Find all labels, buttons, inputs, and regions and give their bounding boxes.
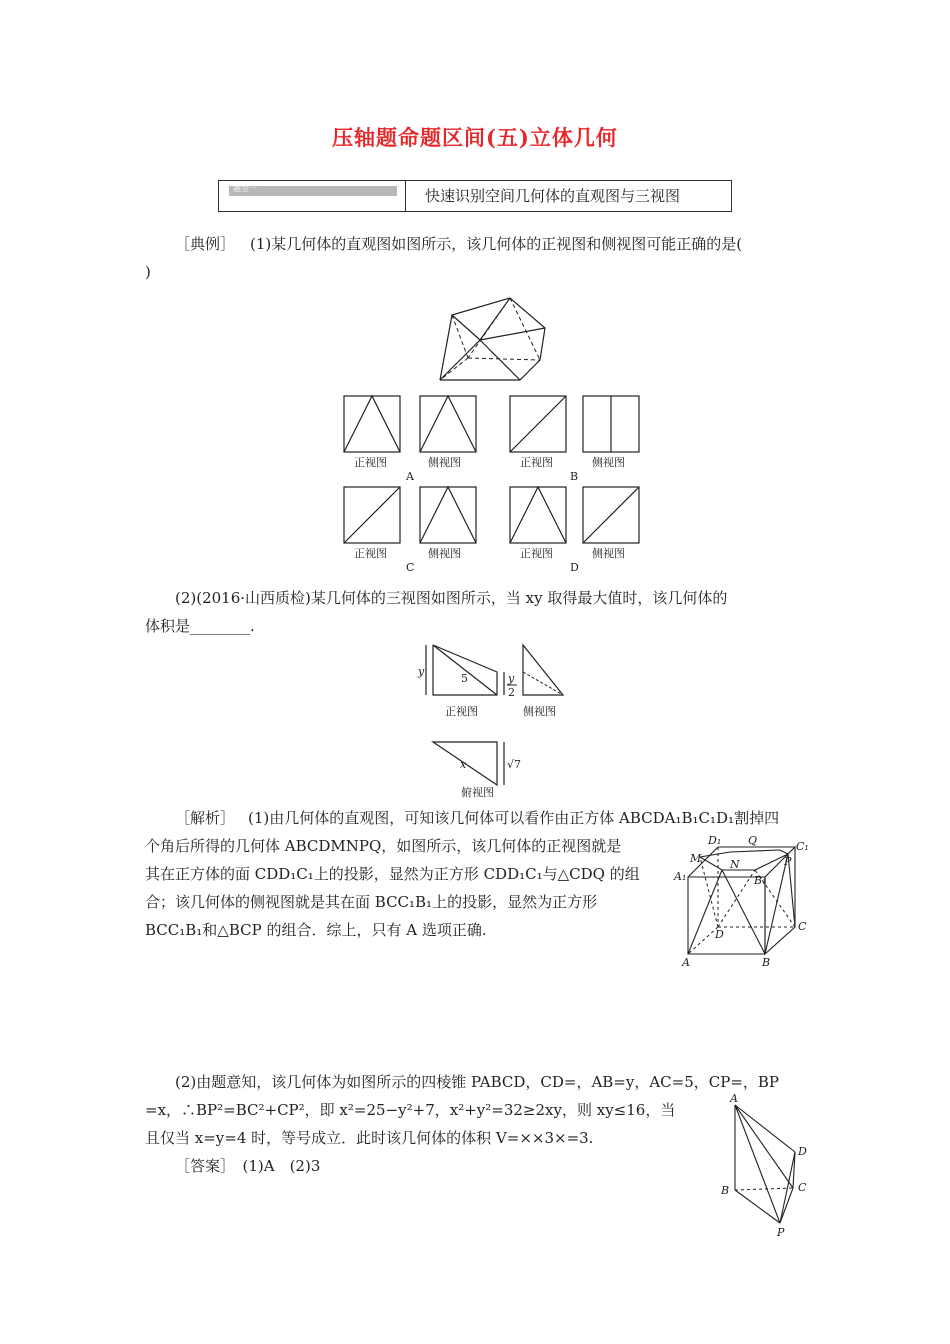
opt-d-side: 侧视图 — [592, 547, 625, 560]
svg-text:5: 5 — [461, 672, 468, 685]
type-tag: 题型一 — [229, 186, 397, 196]
opt-b-letter: B — [570, 470, 579, 483]
side-view-label: 侧视图 — [523, 705, 556, 718]
solid-figure — [430, 290, 560, 385]
opt-a-letter: A — [406, 470, 414, 483]
three-views-figure — [415, 640, 575, 790]
type-box — [218, 180, 732, 212]
opt-d-letter: D — [570, 561, 579, 574]
svg-text:P: P — [777, 1226, 785, 1239]
analysis-label: ［解析］ — [175, 809, 236, 827]
svg-text:x: x — [460, 758, 467, 771]
q1-line1: (1)某几何体的直观图如图所示，该几何体的正视图和侧视图可能正确的是( — [250, 235, 743, 253]
svg-text:A: A — [682, 956, 690, 969]
svg-text:y: y — [508, 672, 515, 685]
svg-text:√7: √7 — [507, 758, 522, 771]
analysis-p2-1: =x，∴BP²=BC²+CP²，即 x²=25−y²+7，x²+y²=32≥2xy，则 xy≤16，当 — [145, 1101, 676, 1119]
analysis-p1-1: 个角后所得的几何体 ABCDMNPQ，如图所示，该几何体的正视图就是 — [145, 837, 622, 855]
top-view-label: 俯视图 — [461, 786, 494, 799]
svg-text:B: B — [721, 1184, 730, 1197]
svg-text:B₁: B₁ — [754, 874, 767, 887]
svg-text:D: D — [715, 928, 724, 941]
q2-line2: 体积是________. — [145, 617, 255, 635]
example-label: ［典例］ — [175, 235, 236, 253]
analysis-p1-3: 合；该几何体的侧视图就是其在面 BCC₁B₁上的投影，显然为正方形 — [145, 893, 598, 911]
pyramid-figure — [715, 1090, 815, 1240]
opt-c-letter: C — [406, 561, 415, 574]
opt-a-side: 侧视图 — [428, 456, 461, 469]
type-topic: 快速识别空间几何体的直观图与三视图 — [425, 187, 681, 205]
analysis-p1-4: BCC₁B₁和△BCP 的组合．综上，只有 A 选项正确. — [145, 921, 487, 939]
analysis-p2-0: (2)由题意知，该几何体为如图所示的四棱锥 PABCD，CD=，AB=y，AC=5，CP=，BP — [175, 1073, 780, 1091]
cube-figure — [670, 832, 815, 972]
svg-text:D: D — [798, 1145, 807, 1158]
opt-c-side: 侧视图 — [428, 547, 461, 560]
page-title: 压轴题命题区间(五)立体几何 — [332, 125, 618, 150]
q2-line1: (2)(2016·山西质检)某几何体的三视图如图所示，当 xy 取得最大值时，该几何体的 — [175, 589, 728, 607]
svg-text:A₁: A₁ — [674, 870, 687, 883]
svg-text:N: N — [730, 858, 740, 871]
q1-line2: ) — [145, 263, 151, 281]
svg-text:y: y — [418, 665, 425, 678]
opt-c-front: 正视图 — [354, 547, 387, 560]
opt-d-front: 正视图 — [520, 547, 553, 560]
analysis-p2-2: 且仅当 x=y=4 时，等号成立．此时该几何体的体积 V=××3×=3. — [145, 1129, 594, 1147]
svg-text:C: C — [798, 920, 807, 933]
analysis-p1-2: 其在正方体的面 CDD₁C₁上的投影，显然为正方形 CDD₁C₁与△CDQ 的组 — [145, 865, 640, 883]
analysis-p1-0: (1)由几何体的直观图，可知该几何体可以看作由正方体 ABCDA₁B₁C₁D₁割掉四 — [248, 809, 780, 827]
svg-text:C: C — [798, 1181, 807, 1194]
option-views — [340, 392, 650, 574]
svg-text:2: 2 — [508, 686, 515, 699]
opt-b-front: 正视图 — [520, 456, 553, 469]
svg-text:A: A — [730, 1092, 738, 1105]
svg-text:Q: Q — [748, 834, 758, 847]
front-view-label: 正视图 — [445, 705, 478, 718]
svg-text:D₁: D₁ — [708, 834, 722, 847]
opt-a-front: 正视图 — [354, 456, 387, 469]
svg-text:B: B — [762, 956, 771, 969]
svg-text:C₁: C₁ — [796, 840, 809, 853]
svg-text:P: P — [784, 855, 792, 868]
answer: ［答案］ (1)A (2)3 — [175, 1157, 321, 1175]
opt-b-side: 侧视图 — [592, 456, 625, 469]
svg-text:M: M — [690, 852, 702, 865]
